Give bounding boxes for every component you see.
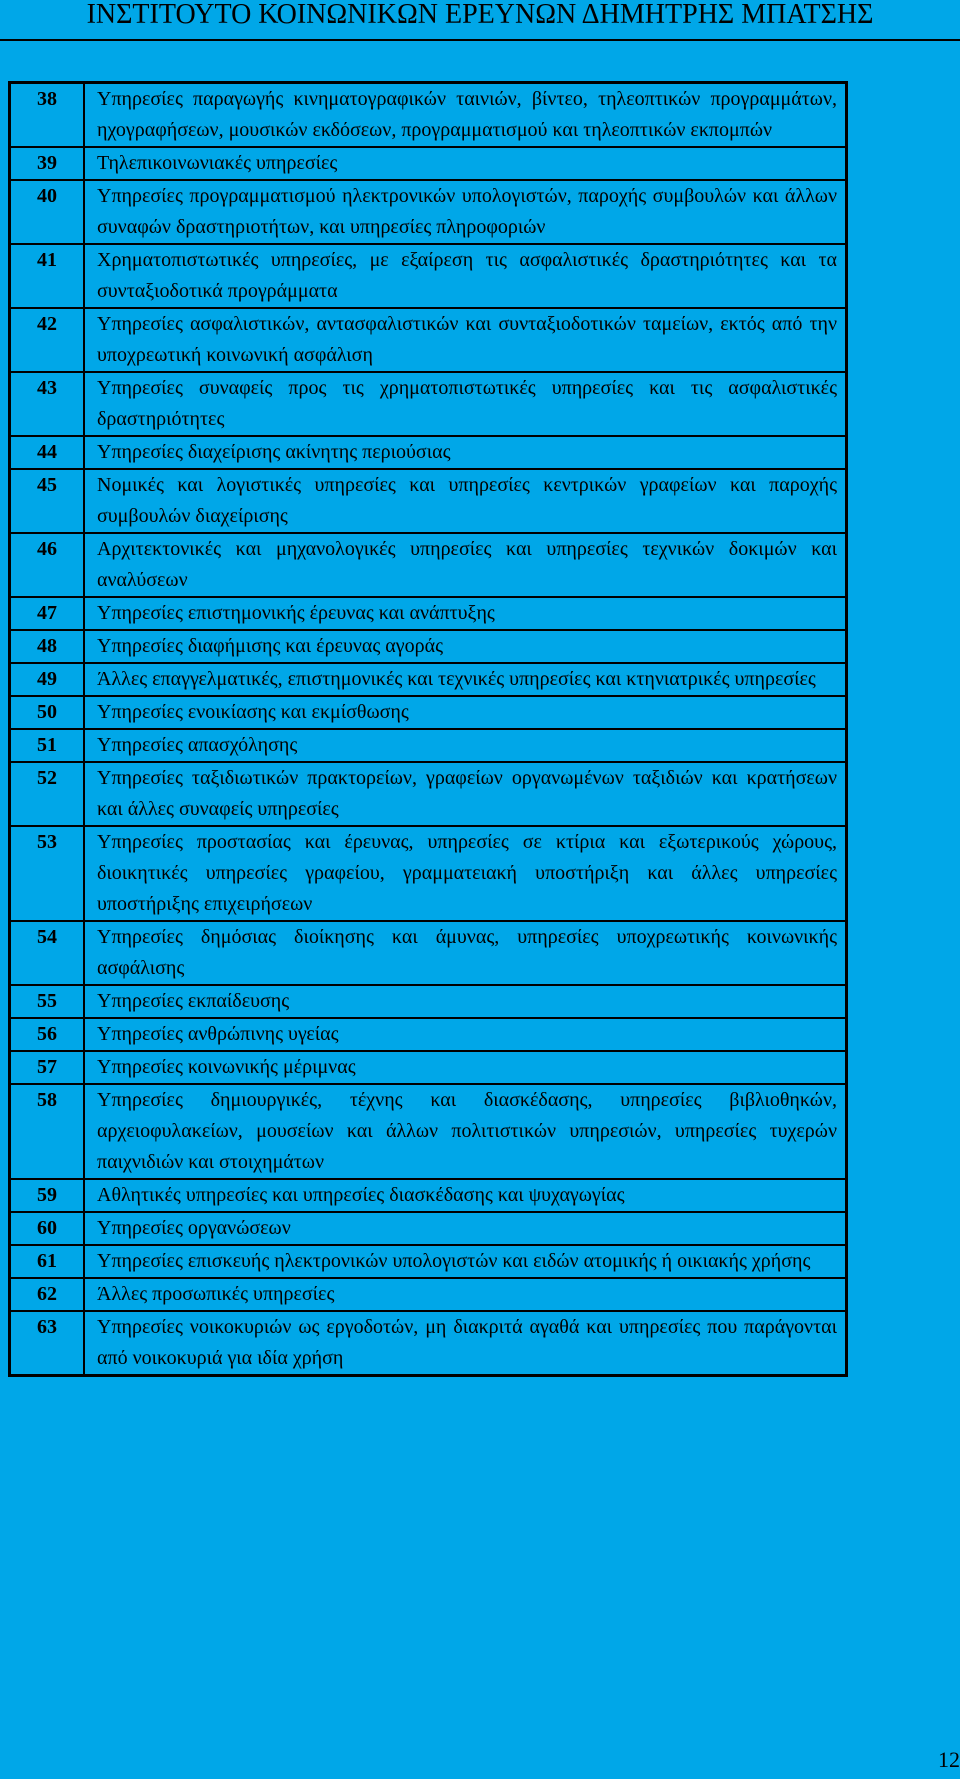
row-number: 53 [10, 826, 85, 921]
row-description: Υπηρεσίες ταξιδιωτικών πρακτορείων, γραφείων οργανωμένων ταξιδιών και κρατήσεων και άλλες συναφείς υπηρεσίες [84, 762, 847, 826]
row-description: Υπηρεσίες δημόσιας διοίκησης και άμυνας, υπηρεσίες υποχρεωτικής κοινωνικής ασφάλισης [84, 921, 847, 985]
row-number: 46 [10, 533, 85, 597]
row-number: 60 [10, 1212, 85, 1245]
table-row [10, 663, 847, 696]
table-row [10, 696, 847, 729]
row-description: Αθλητικές υπηρεσίες και υπηρεσίες διασκέδασης και ψυχαγωγίας [84, 1179, 847, 1212]
row-number: 39 [10, 147, 85, 180]
row-description: Υπηρεσίες επιστημονικής έρευνας και ανάπτυξης [84, 597, 847, 630]
table-row [10, 1278, 847, 1311]
table-row [10, 244, 847, 308]
table-row [10, 180, 847, 244]
row-description: Υπηρεσίες οργανώσεων [84, 1212, 847, 1245]
table-row [10, 597, 847, 630]
row-number: 51 [10, 729, 85, 762]
row-description: Υπηρεσίες προγραμματισμού ηλεκτρονικών υπολογιστών, παροχής συμβουλών και άλλων συναφών δραστηριοτήτων, και υπηρεσίες πληροφοριών [84, 180, 847, 244]
row-number: 42 [10, 308, 85, 372]
row-number: 55 [10, 985, 85, 1018]
services-table-body [10, 83, 847, 1376]
row-description: Υπηρεσίες διαφήμισης και έρευνας αγοράς [84, 630, 847, 663]
table-row [10, 1212, 847, 1245]
row-description: Υπηρεσίες επισκευής ηλεκτρονικών υπολογιστών και ειδών ατομικής ή οικιακής χρήσης [84, 1245, 847, 1278]
row-description: Χρηματοπιστωτικές υπηρεσίες, με εξαίρεση τις ασφαλιστικές δραστηριότητες και τα συνταξιοδοτικά προγράμματα [84, 244, 847, 308]
row-description: Νομικές και λογιστικές υπηρεσίες και υπηρεσίες κεντρικών γραφείων και παροχής συμβουλών διαχείρισης [84, 469, 847, 533]
row-description: Αρχιτεκτονικές και μηχανολογικές υπηρεσίες και υπηρεσίες τεχνικών δοκιμών και αναλύσεων [84, 533, 847, 597]
row-number: 56 [10, 1018, 85, 1051]
row-description: Υπηρεσίες κοινωνικής μέριμνας [84, 1051, 847, 1084]
row-description: Υπηρεσίες ασφαλιστικών, αντασφαλιστικών και συνταξιοδοτικών ταμείων, εκτός από την υποχρεωτική κοινωνική ασφάλιση [84, 308, 847, 372]
table-row [10, 985, 847, 1018]
page-header: ΙΝΣΤΙΤΟΥΤΟ ΚΟΙΝΩΝΙΚΩΝ ΕΡΕΥΝΩΝ ΔΗΜΗΤΡΗΣ ΜΠΑΤΣΗΣ [86, 0, 874, 30]
table-row [10, 533, 847, 597]
row-number: 52 [10, 762, 85, 826]
row-number: 44 [10, 436, 85, 469]
row-number: 48 [10, 630, 85, 663]
table-row [10, 1245, 847, 1278]
row-description: Υπηρεσίες ενοικίασης και εκμίσθωσης [84, 696, 847, 729]
table-row [10, 469, 847, 533]
table-row [10, 83, 847, 148]
row-description: Υπηρεσίες συναφείς προς τις χρηματοπιστωτικές υπηρεσίες και τις ασφαλιστικές δραστηριότητες [84, 372, 847, 436]
row-number: 43 [10, 372, 85, 436]
row-description: Υπηρεσίες διαχείρισης ακίνητης περιούσιας [84, 436, 847, 469]
table-row [10, 1051, 847, 1084]
row-description: Άλλες προσωπικές υπηρεσίες [84, 1278, 847, 1311]
row-description: Άλλες επαγγελματικές, επιστημονικές και τεχνικές υπηρεσίες και κτηνιατρικές υπηρεσίες [84, 663, 847, 696]
row-number: 63 [10, 1311, 85, 1376]
row-description: Υπηρεσίες εκπαίδευσης [84, 985, 847, 1018]
table-row [10, 308, 847, 372]
row-number: 38 [10, 83, 85, 148]
table-row [10, 372, 847, 436]
table-row [10, 762, 847, 826]
header-rule [0, 39, 960, 41]
table-row [10, 826, 847, 921]
row-description: Τηλεπικοινωνιακές υπηρεσίες [84, 147, 847, 180]
row-number: 41 [10, 244, 85, 308]
page-number: 12 [938, 1747, 960, 1772]
row-number: 61 [10, 1245, 85, 1278]
row-description: Υπηρεσίες νοικοκυριών ως εργοδοτών, μη διακριτά αγαθά και υπηρεσίες που παράγονται από νοικοκυριά για ιδία χρήση [84, 1311, 847, 1376]
row-number: 58 [10, 1084, 85, 1179]
table-row [10, 1084, 847, 1179]
row-number: 49 [10, 663, 85, 696]
services-table [8, 81, 848, 1377]
row-description: Υπηρεσίες δημιουργικές, τέχνης και διασκέδασης, υπηρεσίες βιβλιοθηκών, αρχειοφυλακείων, μουσείων και άλλων πολιτιστικών υπηρεσιών, υπηρεσίες τυχερών παιχνιδιών και στοιχημάτων [84, 1084, 847, 1179]
row-description: Υπηρεσίες παραγωγής κινηματογραφικών ταινιών, βίντεο, τηλεοπτικών προγραμμάτων, ηχογραφήσεων, μουσικών εκδόσεων, προγραμματισμού και τηλεοπτικών εκπομπών [84, 83, 847, 148]
table-row [10, 147, 847, 180]
row-number: 50 [10, 696, 85, 729]
row-description: Υπηρεσίες ανθρώπινης υγείας [84, 1018, 847, 1051]
row-number: 45 [10, 469, 85, 533]
row-description: Υπηρεσίες προστασίας και έρευνας, υπηρεσίες σε κτίρια και εξωτερικούς χώρους, διοικητικές υπηρεσίες γραφείου, γραμματειακή υποστήριξη και άλλες υπηρεσίες υποστήριξης επιχειρήσεων [84, 826, 847, 921]
table-row [10, 1018, 847, 1051]
row-number: 62 [10, 1278, 85, 1311]
row-number: 57 [10, 1051, 85, 1084]
table-row [10, 436, 847, 469]
table-row [10, 1311, 847, 1376]
row-number: 59 [10, 1179, 85, 1212]
table-row [10, 1179, 847, 1212]
row-number: 54 [10, 921, 85, 985]
row-number: 47 [10, 597, 85, 630]
table-row [10, 921, 847, 985]
row-description: Υπηρεσίες απασχόλησης [84, 729, 847, 762]
table-row [10, 729, 847, 762]
table-row [10, 630, 847, 663]
row-number: 40 [10, 180, 85, 244]
